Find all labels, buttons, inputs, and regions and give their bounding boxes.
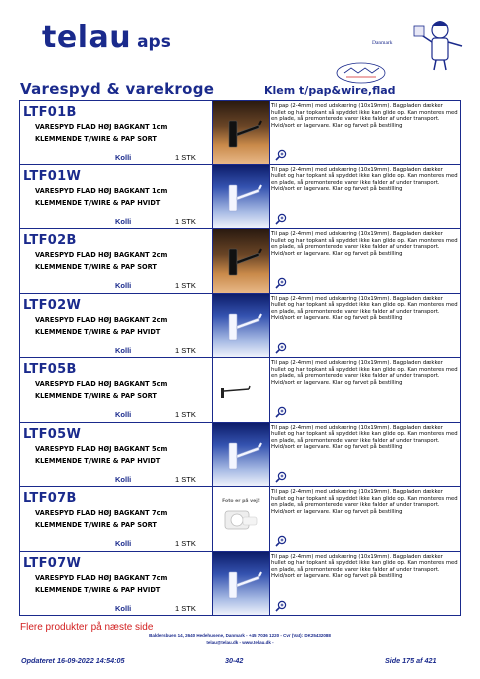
product-photo[interactable] [213, 423, 270, 487]
zoom-icon[interactable] [275, 535, 287, 547]
product-code[interactable]: LTF07W [23, 555, 82, 571]
quantity: 1 STK [175, 281, 196, 290]
product-row [19, 294, 461, 359]
product-info [20, 423, 213, 487]
product-description: Til pap (2-4mm) med udskæring (10x19mm). Bagpladen dækker hullet og har topkant så spyddet ikke kan glide op. Kan monteres med en plade, så premonterede varer ikke falder af under transport. Hvid/sort er lagervare. Klar og farvet på bestilling [271, 489, 458, 515]
product-description: Til pap (2-4mm) med udskæring (10x19mm). Bagpladen dækker hullet og har topkant så spyddet ikke kan glide op. Kan monteres med en plade, så premonterede varer ikke falder af under transport. Hvid/sort er lagervare. Klar og farvet på bestilling [271, 295, 458, 321]
hook-icon [213, 294, 269, 358]
product-code[interactable]: LTF02W [23, 297, 82, 313]
product-line2: KLEMMENDE T/WIRE & PAP SORT [35, 135, 157, 143]
address-line: Baldersbuen 14, 2640 Hedehusene, Danmark - +45 7036 1220 - Cvr (Vat): DK25432088 [149, 633, 331, 638]
kolli-label: Kolli [115, 281, 132, 290]
country-label: Danmark [372, 40, 393, 46]
product-row [19, 358, 461, 423]
product-photo[interactable] [213, 358, 270, 422]
quantity: 1 STK [175, 410, 196, 419]
product-photo[interactable] [213, 229, 270, 293]
product-description: Til pap (2-4mm) med udskæring (10x19mm). Bagpladen dækker hullet og har topkant så spyddet ikke kan glide op. Kan monteres med en plade, så premonterede varer ikke falder af under transport. Hvid/sort er lagervare. Klar og farvet på bestilling [271, 360, 458, 386]
product-row [19, 423, 461, 488]
kolli-label: Kolli [115, 345, 132, 355]
product-line2: KLEMMENDE T/WIRE & PAP HVIDT [35, 456, 161, 465]
quantity: 1 STK [175, 603, 196, 613]
zoom-icon[interactable] [275, 406, 287, 418]
product-description: Til pap (2-4mm) med udskæring (10x19mm). Bagpladen dækker hullet og har topkant så spyddet ikke kan glide op. Kan monteres med en plade, så premonterede varer ikke falder af under transport. Hvid/sort er lagervare. Klar og farvet på bestilling [271, 103, 458, 129]
brand-suffix: aps [137, 32, 171, 52]
product-photo[interactable] [213, 487, 270, 551]
hook-icon [213, 165, 269, 229]
product-description: Til pap (2-4mm) med udskæring (10x19mm). Bagpladen dækker hullet og har topkant så spyddet ikke kan glide op. Kan monteres med en plade, så premonterede varer ikke falder af under transport. Hvid/sort er lagervare. Klar og farvet på bestilling [271, 424, 458, 450]
product-line1: VARESPYD FLAD HØJ BAGKANT 7cm [35, 573, 168, 582]
kolli-label: Kolli [115, 153, 132, 162]
product-description: Til pap (2-4mm) med udskæring (10x19mm). Bagpladen dækker hullet og har topkant så spyddet ikke kan glide op. Kan monteres med en plade, så premonterede varer ikke falder af under transport. Hvid/sort er lagervare. Klar og farvet på bestilling [271, 231, 458, 257]
product-code[interactable]: LTF01W [23, 168, 82, 184]
zoom-icon[interactable] [275, 342, 287, 354]
product-line2: KLEMMENDE T/WIRE & PAP HVIDT [35, 327, 161, 336]
product-line1: VARESPYD FLAD HØJ BAGKANT 7cm [35, 509, 168, 517]
product-line2: KLEMMENDE T/WIRE & PAP SORT [35, 263, 157, 271]
product-photo[interactable] [213, 165, 270, 229]
kolli-label: Kolli [115, 410, 132, 419]
product-list [19, 100, 461, 616]
contact-line: telau@telau.dk - www.telau.dk - [206, 640, 274, 645]
zoom-icon[interactable] [275, 213, 287, 225]
telau-logo [42, 20, 171, 55]
product-info [20, 294, 213, 358]
product-line1: VARESPYD FLAD HØJ BAGKANT 5cm [35, 444, 168, 453]
hook-icon [213, 229, 269, 293]
updated-timestamp: Opdateret 16-09-2022 14:54:05 [21, 656, 125, 665]
product-row [19, 165, 461, 230]
page-number: Side 175 af 421 [385, 656, 437, 665]
product-info [20, 229, 213, 293]
next-page-note: Flere produkter på næste side [20, 622, 154, 633]
hook-icon [213, 358, 269, 422]
product-row [19, 552, 461, 617]
product-code[interactable]: LTF05B [23, 362, 77, 377]
zoom-icon[interactable] [275, 149, 287, 161]
product-photo[interactable] [213, 101, 270, 164]
hook-icon [213, 101, 269, 164]
photo-placeholder [213, 487, 269, 551]
zoom-icon[interactable] [275, 600, 287, 612]
product-info [20, 101, 213, 164]
camera-icon [213, 487, 269, 551]
quantity: 1 STK [175, 539, 196, 548]
product-row [19, 229, 461, 294]
product-row [19, 487, 461, 552]
product-line1: VARESPYD FLAD HØJ BAGKANT 1cm [35, 186, 168, 195]
photo-placeholder-text: Foto er på vej! [222, 499, 260, 504]
kolli-label: Kolli [115, 539, 132, 548]
product-line2: KLEMMENDE T/WIRE & PAP SORT [35, 521, 157, 529]
product-line2: KLEMMENDE T/WIRE & PAP SORT [35, 392, 157, 400]
product-line1: VARESPYD FLAD HØJ BAGKANT 2cm [35, 315, 168, 324]
zoom-icon[interactable] [275, 471, 287, 483]
product-line2: KLEMMENDE T/WIRE & PAP HVIDT [35, 585, 161, 594]
page-title: Varespyd & varekroge [20, 80, 215, 98]
hook-icon [213, 552, 269, 616]
product-line1: VARESPYD FLAD HØJ BAGKANT 1cm [35, 123, 168, 131]
product-line2: KLEMMENDE T/WIRE & PAP HVIDT [35, 198, 161, 207]
kolli-label: Kolli [115, 474, 132, 484]
product-photo[interactable] [213, 552, 270, 616]
category-title: Klem t/pap&wire,flad [264, 84, 396, 97]
quantity: 1 STK [175, 153, 196, 162]
section-range: 30-42 [225, 656, 244, 665]
hook-icon [213, 423, 269, 487]
zoom-icon[interactable] [275, 277, 287, 289]
product-code[interactable]: LTF02B [23, 233, 77, 248]
product-info [20, 487, 213, 551]
kolli-label: Kolli [115, 603, 132, 613]
product-info [20, 358, 213, 422]
product-line1: VARESPYD FLAD HØJ BAGKANT 2cm [35, 251, 168, 259]
product-info [20, 165, 213, 229]
quantity: 1 STK [175, 216, 196, 226]
brand-name: telau [42, 20, 132, 55]
certification-seal-icon [336, 62, 386, 84]
product-photo[interactable] [213, 294, 270, 358]
product-line1: VARESPYD FLAD HØJ BAGKANT 5cm [35, 380, 168, 388]
product-code[interactable]: LTF05W [23, 426, 82, 442]
kolli-label: Kolli [115, 216, 132, 226]
product-description: Til pap (2-4mm) med udskæring (10x19mm). Bagpladen dækker hullet og har topkant så spyddet ikke kan glide op. Kan monteres med en plade, så premonterede varer ikke falder af under transport. Hvid/sort er lagervare. Klar og farvet på bestilling [271, 166, 458, 192]
product-row [19, 100, 461, 165]
mascot-icon [410, 16, 470, 71]
product-info [20, 552, 213, 616]
product-code[interactable]: LTF07B [23, 491, 77, 506]
product-code[interactable]: LTF01B [23, 105, 77, 120]
product-description: Til pap (2-4mm) med udskæring (10x19mm). Bagpladen dækker hullet og har topkant så spyddet ikke kan glide op. Kan monteres med en plade, så premonterede varer ikke falder af under transport. Hvid/sort er lagervare. Klar og farvet på bestilling [271, 553, 458, 579]
quantity: 1 STK [175, 345, 196, 355]
quantity: 1 STK [175, 474, 196, 484]
